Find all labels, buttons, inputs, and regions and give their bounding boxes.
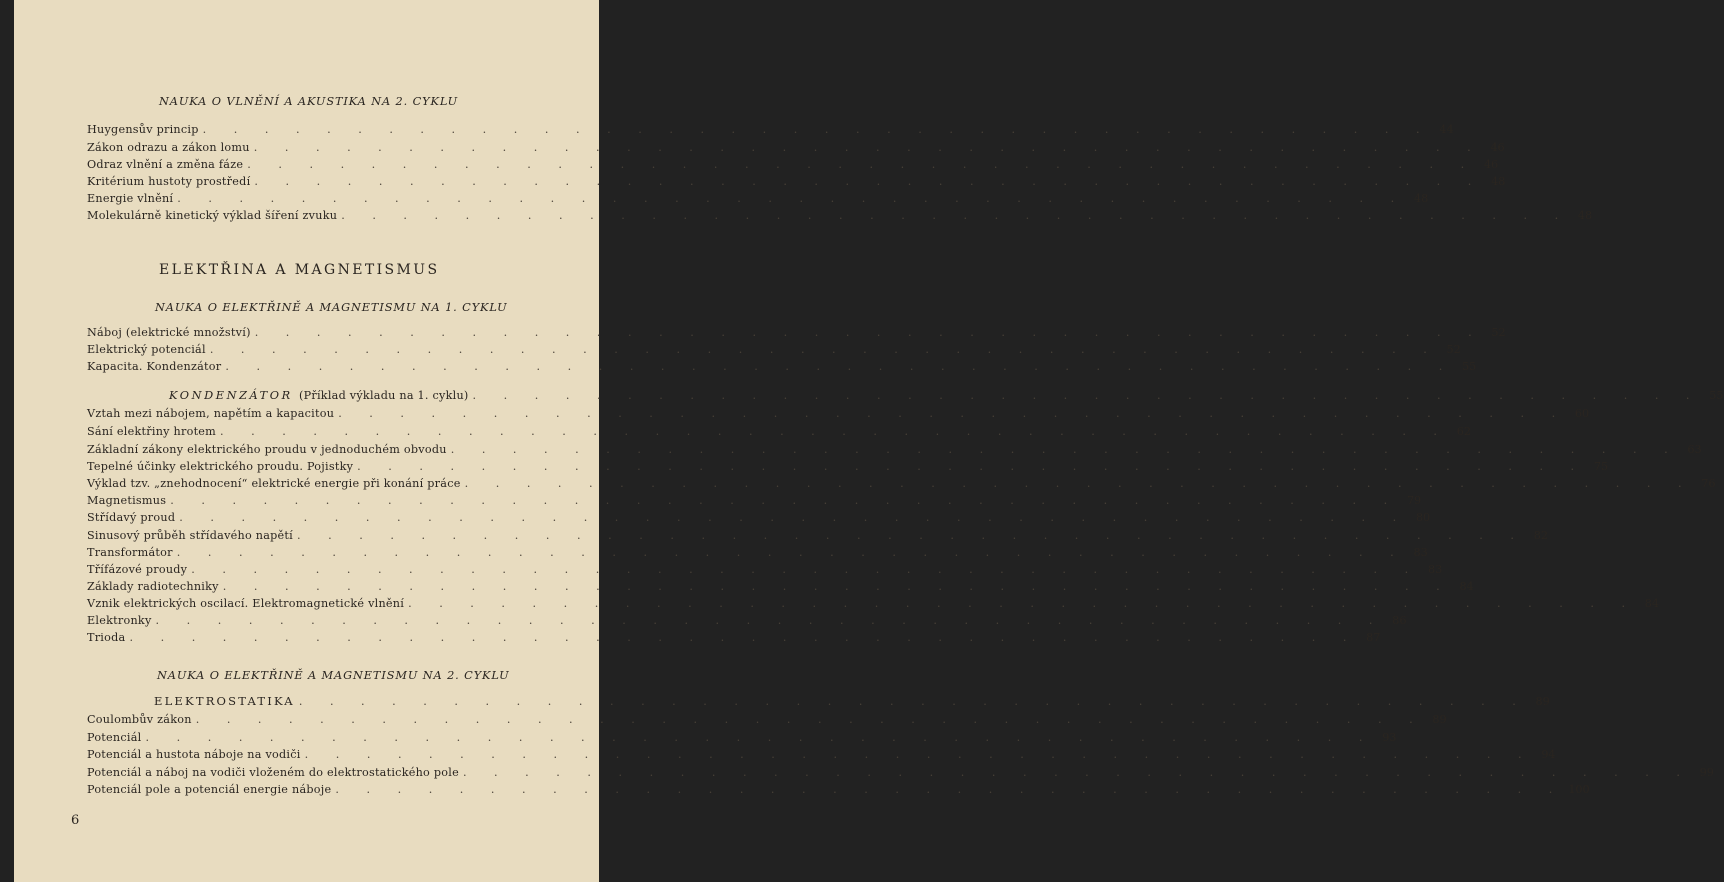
toc-entry: [87, 597, 1660, 613]
toc-entry: [87, 158, 1499, 174]
toc-entry-text: Střídavý proud: [87, 511, 176, 524]
toc-entry-text: Potenciál pole a potenciál energie náboje: [87, 783, 332, 796]
toc-entry-text: Elektronky: [87, 614, 152, 627]
toc-entry-page: 76: [1701, 477, 1716, 490]
leader-dots: . . . . . . . . . . . . . . . . . . . . . . . . . . . . . . . . . . . . . . . .: [170, 494, 1400, 507]
toc-entry-page: 44: [1439, 123, 1454, 136]
toc-entry: [87, 141, 1505, 157]
toc-entry: [87, 766, 1714, 782]
toc-entry-text: Potenciál a náboj na vodiči vloženém do elektrostatického pole: [87, 766, 459, 779]
toc-entry: [87, 343, 1461, 359]
leader-dots: . . . . . . . . . . . . . . . . . . . . . . . . . . . . . . . . . . . . . . . .: [222, 580, 1452, 593]
toc-entry-page: 100: [1568, 783, 1590, 796]
toc-entry-page: 84: [1459, 580, 1474, 593]
toc-entry: [87, 563, 1443, 579]
toc-entry-page: 46: [1483, 158, 1499, 171]
toc-entry: [87, 731, 1397, 747]
leader-dots: . . . . . . . . . . . . . . . . . . . . . . . . . . . . . . . . . . . . . . . .: [247, 158, 1477, 171]
toc-entry-page: 48: [1491, 175, 1506, 188]
toc-entry: [87, 511, 1431, 527]
toc-entry-text: Zákon odrazu a zákon lomu: [87, 141, 250, 154]
leader-dots: . . . . . . . . . . . . . . . . . . . . . . . . . . . . . . . . . . . . . . . .: [209, 343, 1439, 356]
toc-entry: [87, 443, 1702, 459]
section-title-electricity-2: NAUKA O ELEKTŘINĚ A MAGNETISMU NA 2. CYKLU: [157, 669, 510, 682]
subsection-title: ELEKTROSTATIKA: [154, 694, 295, 708]
toc-entry-page: 99: [1699, 766, 1714, 779]
toc-entry-text: Kritérium hustoty prostředí: [87, 175, 251, 188]
toc-entry: [87, 529, 1548, 545]
toc-entry-page: 55: [1462, 360, 1477, 373]
toc-entry-page: 62: [1456, 425, 1471, 438]
toc-entry-page: 80: [1415, 511, 1431, 524]
leader-dots: . . . . . . . . . . . . . . . . . . . . . . . . . . . . . . . . . . . . . . . .: [179, 511, 1409, 524]
toc-entry: [87, 123, 1454, 139]
book-page: [14, 0, 1724, 882]
toc-entry-text: Výklad tzv. „znehodnocení“ elektrické energie při konání práce: [87, 477, 461, 490]
toc-entry-text: Huygensův princip: [87, 123, 199, 136]
leader-dots: . . . . . . . . . . . . . . . . . . . . . . . . . . . . . . . . . . . . . . . .: [145, 731, 1375, 744]
toc-entry-page: 60: [1574, 407, 1590, 420]
page-number: 6: [71, 813, 80, 828]
toc-entry: [87, 175, 1506, 191]
toc-entry-text: Trioda: [87, 631, 126, 644]
toc-entry-page: 63: [1687, 443, 1702, 456]
toc-entry-text: Kapacita. Kondenzátor: [87, 360, 222, 373]
toc-entry-text: Tepelné účinky elektrického proudu. Pojistky: [87, 460, 354, 473]
toc-entry-text: Elektrický potenciál: [87, 343, 206, 356]
leader-dots: . . . . . . . . . . . . . . . . . . . . . . . . . . . . . . . . . . . . . . . .: [464, 477, 1694, 490]
toc-entry-text: Vztah mezi nábojem, napětím a kapacitou: [87, 407, 335, 420]
toc-entry-page: 79: [1406, 494, 1422, 507]
toc-entry-text: Odraz vlnění a změna fáze: [87, 158, 244, 171]
toc-entry: [87, 460, 1609, 476]
section-title-electricity-1: NAUKA O ELEKTŘINĚ A MAGNETISMU NA 1. CYKLU: [155, 301, 508, 314]
toc-entry: [87, 631, 1381, 647]
toc-entry-text: Sání elektřiny hrotem: [87, 425, 217, 438]
toc-entry-page: 89: [1535, 695, 1550, 708]
toc-entry-text: Náboj (elektrické množství): [87, 326, 251, 339]
leader-dots: . . . . . . . . . . . . . . . . . . . . . . . . . . . . . . . . . . . . . . . .: [129, 631, 1359, 644]
toc-entry-page: 82: [1533, 529, 1548, 542]
toc-entry: [87, 425, 1471, 441]
leader-dots: . . . . . . . . . . . . . . . . . . . . . . . . . . . . . . . . . . . . . . . .: [220, 425, 1449, 438]
toc-entry-text: Potenciál a hustota náboje na vodiči: [87, 748, 301, 761]
leader-dots: . . . . . . . . . . . . . . . . . . . . . . . . . . . . . . . . . . . . . . . .: [254, 175, 1484, 188]
toc-entry-text: Energie vlnění: [87, 192, 174, 205]
toc-entry-page: 93: [1382, 731, 1397, 744]
toc-entry-page: 75: [1593, 460, 1609, 473]
leader-dots: . . . . . . . . . . . . . . . . . . . . . . . . . . . . . . . . . . . . . . . .: [304, 748, 1534, 761]
leader-dots: . . . . . . . . . . . . . . . . . . . . . . . . . . . . . . . . . . . . . . . .: [177, 192, 1407, 205]
toc-entry: [87, 546, 1428, 562]
toc-entry-page: 52: [1491, 326, 1506, 339]
toc-entry: [87, 407, 1590, 423]
toc-entry-page: 83: [1413, 546, 1428, 559]
toc-entry: [87, 192, 1429, 208]
leader-dots: . . . . . . . . . . . . . . . . . . . . . . . . . . . . . . . . . . . . . . . .: [155, 614, 1385, 627]
subsection-title: KONDENZÁTOR: [169, 389, 293, 402]
leader-dots: . . . . . . . . . . . . . . . . . . . . . . . . . . . . . . . . . . . . . . . .: [225, 360, 1455, 373]
toc-entry: [87, 494, 1422, 510]
chapter-title: ELEKTŘINA A MAGNETISMUS: [159, 262, 440, 278]
leader-dots: . . . . . . . . . . . . . . . . . . . . . . . . . . . . . . . . . . . . . . . .: [450, 443, 1680, 456]
toc-entry-text: Potenciál: [87, 731, 142, 744]
subsection-note: (Příklad výkladu na 1. cyklu): [298, 389, 469, 402]
leader-dots: . . . . . . . . . . . . . . . . . . . . . . . . . . . . . . . . . . . . . . . .: [195, 713, 1425, 726]
leader-dots: . . . . . . . . . . . . . . . . . . . . . . . . . . . . . . . . . . . . . . . .: [191, 563, 1421, 576]
toc-entry-page: 84: [1644, 597, 1660, 610]
leader-dots: . . . . . . . . . . . . . . . . . . . . . . . . . . . . . . . . . . . . . . . .: [472, 389, 1702, 402]
toc-entry: [87, 477, 1716, 493]
toc-entry-page: 46: [1490, 141, 1505, 154]
leader-dots: . . . . . . . . . . . . . . . . . . . . . . . . . . . . . . . . . . . . . . . .: [298, 695, 1528, 708]
toc-entry-text: Magnetismus: [87, 494, 167, 507]
toc-entry-page: 48: [1413, 192, 1429, 205]
leader-dots: . . . . . . . . . . . . . . . . . . . . . . . . . . . . . . . . . . . . . . . .: [176, 546, 1406, 559]
subsection-heading: [169, 389, 1724, 405]
toc-entry: [87, 209, 1593, 225]
toc-entry: [87, 783, 1590, 799]
toc-entry-page: 52: [1446, 343, 1461, 356]
leader-dots: . . . . . . . . . . . . . . . . . . . . . . . . . . . . . . . . . . . . . . . .: [254, 326, 1484, 339]
toc-entry-text: Sinusový průběh střídavého napětí: [87, 529, 293, 542]
toc-entry-page: 55: [1709, 389, 1724, 402]
subsection-heading: [154, 694, 1550, 710]
toc-entry-text: Molekulárně kinetický výklad šíření zvuku: [87, 209, 338, 222]
toc-entry-text: Coulombův zákon: [87, 713, 192, 726]
toc-entry-text: Transformátor: [87, 546, 173, 559]
leader-dots: . . . . . . . . . . . . . . . . . . . . . . . . . . . . . . . . . . . . . . . .: [341, 209, 1571, 222]
toc-entry-text: Vznik elektrických oscilací. Elektromagnetické vlnění: [87, 597, 405, 610]
toc-entry-page: 89: [1432, 713, 1447, 726]
leader-dots: . . . . . . . . . . . . . . . . . . . . . . . . . . . . . . . . . . . . . . . .: [253, 141, 1483, 154]
toc-entry: [87, 713, 1447, 729]
leader-dots: . . . . . . . . . . . . . . . . . . . . . . . . . . . . . . . . . . . . . . . .: [462, 766, 1692, 779]
toc-entry: [87, 326, 1506, 342]
leader-dots: . . . . . . . . . . . . . . . . . . . . . . . . . . . . . . . . . . . . . . . .: [408, 597, 1638, 610]
toc-entry-page: 86: [1392, 614, 1407, 627]
toc-entry-text: Základy radiotechniky: [87, 580, 219, 593]
toc-entry-page: 83: [1427, 563, 1443, 576]
toc-entry: [87, 360, 1477, 376]
toc-entry: [87, 748, 1556, 764]
toc-entry: [87, 580, 1474, 596]
toc-entry-text: Třífázové proudy: [87, 563, 188, 576]
toc-entry-page: 94: [1541, 748, 1556, 761]
toc-entry-page: 48: [1577, 209, 1593, 222]
leader-dots: . . . . . . . . . . . . . . . . . . . . . . . . . . . . . . . . . . . . . . . .: [357, 460, 1587, 473]
section-title-waves: NAUKA O VLNĚNÍ A AKUSTIKA NA 2. CYKLU: [159, 95, 459, 108]
leader-dots: . . . . . . . . . . . . . . . . . . . . . . . . . . . . . . . . . . . . . . . .: [338, 407, 1568, 420]
leader-dots: . . . . . . . . . . . . . . . . . . . . . . . . . . . . . . . . . . . . . . . .: [297, 529, 1526, 542]
toc-entry-page: 87: [1366, 631, 1381, 644]
toc-entry-text: Základní zákony elektrického proudu v jednoduchém obvodu: [87, 443, 447, 456]
leader-dots: . . . . . . . . . . . . . . . . . . . . . . . . . . . . . . . . . . . . . . . .: [335, 783, 1565, 796]
toc-entry: [87, 614, 1407, 630]
leader-dots: . . . . . . . . . . . . . . . . . . . . . . . . . . . . . . . . . . . . . . . .: [202, 123, 1432, 136]
